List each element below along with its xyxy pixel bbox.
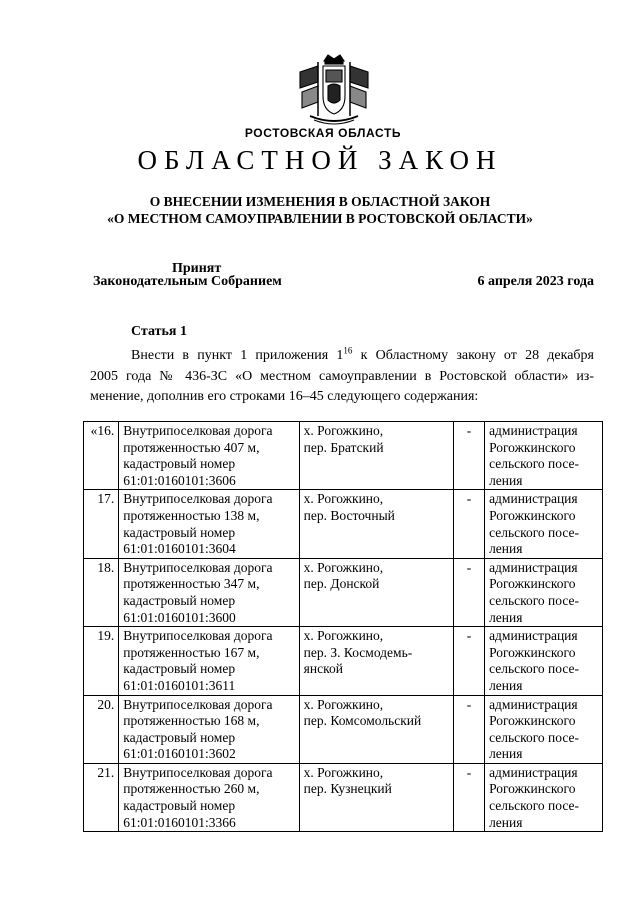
object-cell-line: кадастровый номер [123,592,236,608]
owner-cell-line: администрация [489,559,578,575]
owner-cell-line: ления [489,814,523,830]
dash-cell: - [453,695,484,763]
adopted-label: Принят [172,261,222,276]
dash-cell: - [453,422,484,490]
table-row [84,422,603,490]
object-cell [119,627,299,695]
table-row [84,695,603,763]
article-line: менение, дополнив его строками 16–45 следующего содержания: [90,389,479,404]
address-cell [299,627,453,695]
article-line: 2005 года № 436-ЗС «О местном самоуправлении в Ростовской области» из- [90,368,594,384]
object-cell-line: Внутрипоселковая дорога [123,764,273,780]
address-cell-line: пер. Донской [303,576,380,592]
article-line: Внести в пункт 1 приложения $1^{16}$ к Областному закону от 28 декабря [131,345,594,363]
adopted-by: Законодательным Собранием [93,274,282,289]
object-cell-line: протяженностью 407 м, [123,439,260,455]
law-title-line: О ВНЕСЕНИИ ИЗМЕНЕНИЯ В ОБЛАСТНОЙ ЗАКОН [149,194,491,209]
table-row [84,763,603,831]
owner-cell-line: сельского посе- [489,661,580,677]
row-number: 21. [84,763,119,831]
address-cell-line: пер. З. Космодемь- [303,644,413,660]
owner-cell-line: Рогожкинского [489,576,576,592]
address-cell [299,422,453,490]
coat-of-arms-icon [290,52,378,128]
object-cell-line: 61:01:0160101:3606 [123,472,236,488]
owner-cell [485,627,603,695]
object-cell-line: кадастровый номер [123,661,236,677]
object-cell-line: кадастровый номер [123,456,236,472]
owner-cell [485,763,603,831]
owner-cell-line: сельского посе- [489,524,580,540]
object-cell-line: 61:01:0160101:3602 [123,746,236,762]
roads-table [83,421,603,832]
owner-cell-line: администрация [489,491,578,507]
object-cell-line: протяженностью 347 м, [123,576,260,592]
object-cell-line: 61:01:0160101:3604 [123,541,236,557]
address-cell-line: х. Рогожкино, [303,696,384,712]
object-cell-line: Внутрипоселковая дорога [123,491,273,507]
dash-cell: - [453,490,484,558]
address-cell [299,695,453,763]
adopted-date: 6 апреля 2023 года [477,274,594,289]
address-cell-line: пер. Братский [303,439,384,455]
object-cell-line: протяженностью 138 м, [123,507,260,523]
address-cell-line: х. Рогожкино, [303,491,384,507]
dash-cell: - [453,627,484,695]
object-cell-line: 61:01:0160101:3600 [123,609,236,625]
object-cell-line: кадастровый номер [123,524,236,540]
address-cell-line: янской [303,661,343,677]
owner-cell-line: администрация [489,423,578,438]
object-cell-line: протяженностью 260 м, [123,781,260,797]
row-number: «16. [84,422,119,490]
object-cell-line: протяженностью 167 м, [123,644,260,660]
row-number: 18. [84,558,119,626]
object-cell [119,695,299,763]
law-title-line: «О МЕСТНОМ САМОУПРАВЛЕНИИ В РОСТОВСКОЙ ОБЛАСТИ» [107,211,533,226]
object-cell-line: 61:01:0160101:3611 [123,677,236,693]
owner-cell-line: Рогожкинского [489,781,576,797]
owner-cell-line: администрация [489,696,578,712]
object-cell-line: Внутрипоселковая дорога [123,696,273,712]
owner-cell-line: ления [489,609,523,625]
object-cell [119,422,299,490]
owner-cell-line: сельского посе- [489,456,580,472]
table-row [84,627,603,695]
row-number: 20. [84,695,119,763]
owner-cell-line: сельского посе- [489,592,580,608]
object-cell-line: кадастровый номер [123,729,236,745]
owner-cell-line: ления [489,472,523,488]
object-cell [119,490,299,558]
owner-cell [485,558,603,626]
owner-cell [485,490,603,558]
row-number: 19. [84,627,119,695]
owner-cell-line: Рогожкинского [489,507,576,523]
owner-cell-line: ления [489,541,523,557]
owner-cell-line: Рогожкинского [489,713,576,729]
owner-cell-line: ления [489,677,523,693]
address-cell-line: х. Рогожкино, [303,764,384,780]
article-text [90,346,594,408]
region-name: РОСТОВСКАЯ ОБЛАСТЬ [244,126,402,140]
object-cell-line: 61:01:0160101:3366 [123,814,236,830]
object-cell-line: Внутрипоселковая дорога [123,628,273,644]
object-cell-line: кадастровый номер [123,798,236,814]
superscript: 16 [343,345,353,356]
address-cell [299,490,453,558]
address-cell [299,763,453,831]
owner-cell-line: администрация [489,764,578,780]
row-number: 17. [84,490,119,558]
object-cell [119,763,299,831]
owner-cell-line: ления [489,746,523,762]
address-cell-line: пер. Комсомольский [303,713,422,729]
owner-cell [485,422,603,490]
law-title [0,193,640,227]
address-cell [299,558,453,626]
address-cell-line: пер. Восточный [303,507,395,523]
owner-cell-line: сельского посе- [489,729,580,745]
document-type: ОБЛАСТНОЙ ЗАКОН [137,145,503,175]
owner-cell [485,695,603,763]
owner-cell-line: администрация [489,628,578,644]
address-cell-line: пер. Кузнецкий [303,781,392,797]
table-row [84,558,603,626]
object-cell [119,558,299,626]
table-row [84,490,603,558]
owner-cell-line: Рогожкинского [489,439,576,455]
address-cell-line: х. Рогожкино, [303,628,384,644]
object-cell-line: Внутрипоселковая дорога [123,423,273,438]
dash-cell: - [453,763,484,831]
article-heading: Статья 1 [131,324,187,339]
dash-cell: - [453,558,484,626]
object-cell-line: Внутрипоселковая дорога [123,559,273,575]
owner-cell-line: сельского посе- [489,798,580,814]
owner-cell-line: Рогожкинского [489,644,576,660]
address-cell-line: х. Рогожкино, [303,423,384,438]
object-cell-line: протяженностью 168 м, [123,713,260,729]
address-cell-line: х. Рогожкино, [303,559,384,575]
